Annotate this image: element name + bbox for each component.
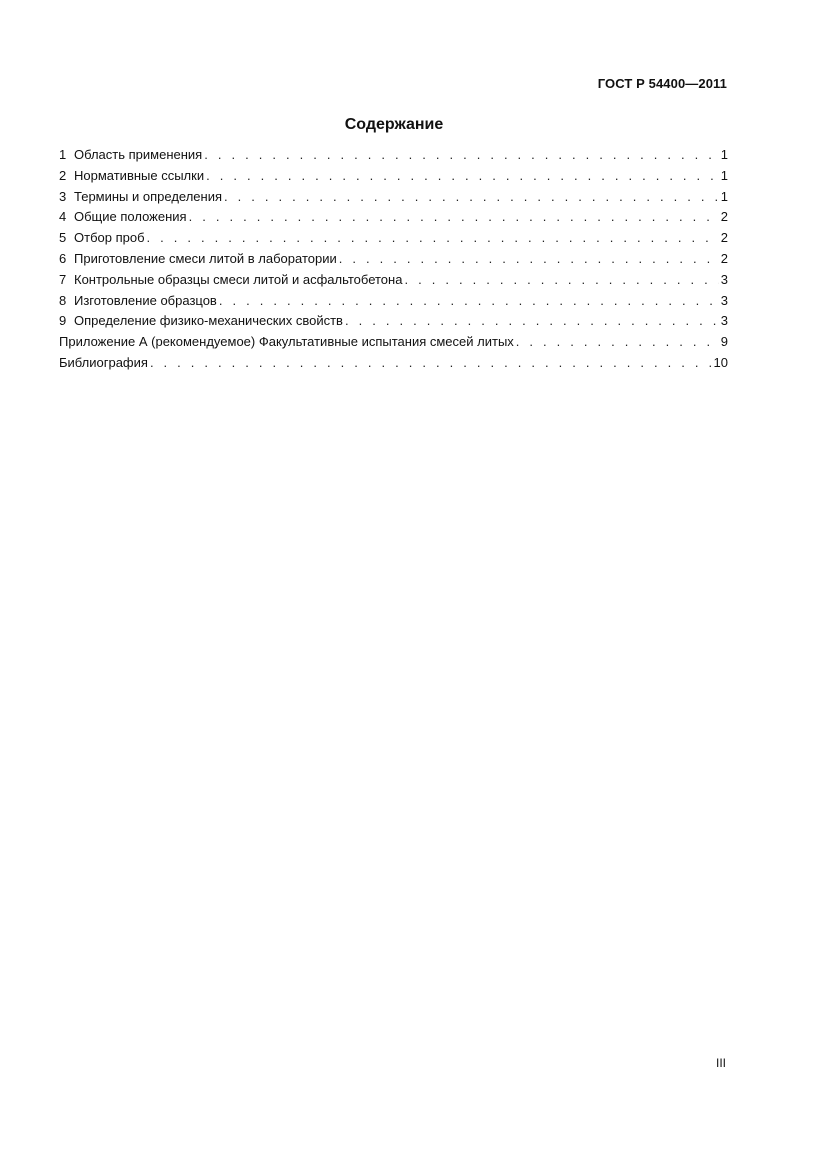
toc-entry[interactable] bbox=[59, 209, 728, 230]
toc-dot-leader bbox=[189, 209, 719, 224]
toc-entry-page: 2 bbox=[720, 209, 728, 225]
toc-entry[interactable] bbox=[59, 147, 728, 168]
toc-dot-leader bbox=[339, 251, 719, 266]
toc-entry-number: 9 bbox=[59, 313, 67, 329]
toc-dot-leader bbox=[204, 147, 719, 162]
toc-entry-number: 3 bbox=[59, 188, 67, 204]
toc-entry[interactable] bbox=[59, 251, 728, 272]
toc-entry-page: 2 bbox=[720, 250, 728, 266]
toc-entry-page: 3 bbox=[720, 271, 728, 287]
toc-entry-label: Нормативные ссылки bbox=[74, 167, 205, 183]
toc-dot-leader bbox=[206, 168, 719, 183]
toc-entry-label: Контрольные образцы смеси литой и асфальтобетона bbox=[74, 271, 403, 287]
toc-entry[interactable] bbox=[59, 293, 728, 314]
toc-entry-label: Термины и определения bbox=[74, 188, 223, 204]
toc-dot-leader bbox=[150, 355, 712, 370]
toc-entry-page: 10 bbox=[713, 354, 728, 370]
toc-entry-number: 8 bbox=[59, 292, 67, 308]
toc-entry[interactable] bbox=[59, 168, 728, 189]
toc-entry-page: 3 bbox=[720, 313, 728, 329]
toc-entry-number: 6 bbox=[59, 250, 67, 266]
page-number: III bbox=[715, 1056, 726, 1070]
toc-entry-label: Изготовление образцов bbox=[74, 292, 217, 308]
toc-entry-label: Приложение А (рекомендуемое) Факультативные испытания смесей литых bbox=[59, 334, 514, 350]
toc-entry-bibliography[interactable] bbox=[59, 355, 728, 376]
toc-entry-page: 3 bbox=[720, 292, 728, 308]
toc-entry[interactable] bbox=[59, 313, 728, 334]
toc-dot-leader bbox=[219, 293, 719, 308]
toc-entry-label: Область применения bbox=[74, 147, 203, 162]
toc-entry-page: 1 bbox=[720, 147, 728, 162]
toc-entry-number: 7 bbox=[59, 271, 67, 287]
table-of-contents bbox=[59, 147, 728, 376]
toc-entry-page: 2 bbox=[720, 230, 728, 246]
toc-entry-page: 1 bbox=[720, 188, 728, 204]
toc-title: Содержание bbox=[344, 116, 444, 133]
toc-dot-leader bbox=[147, 230, 719, 245]
toc-entry-number: 1 bbox=[59, 147, 67, 162]
toc-entry-number: 5 bbox=[59, 230, 67, 246]
toc-entry-label: Общие положения bbox=[74, 209, 187, 225]
toc-entry-page: 9 bbox=[720, 334, 728, 350]
toc-dot-leader bbox=[516, 334, 719, 349]
toc-dot-leader bbox=[224, 189, 719, 204]
toc-entry-appendix[interactable] bbox=[59, 334, 728, 355]
toc-entry-number: 2 bbox=[59, 167, 67, 183]
toc-entry-number: 4 bbox=[59, 209, 67, 225]
toc-entry-label: Библиография bbox=[59, 354, 148, 370]
toc-entry-page: 1 bbox=[720, 167, 728, 183]
toc-dot-leader bbox=[345, 313, 719, 328]
document-code: ГОСТ Р 54400—2011 bbox=[597, 76, 727, 91]
toc-entry-label: Приготовление смеси литой в лаборатории bbox=[74, 250, 337, 266]
toc-entry-label: Определение физико-механических свойств bbox=[74, 313, 343, 329]
toc-entry[interactable] bbox=[59, 272, 728, 293]
toc-entry[interactable] bbox=[59, 230, 728, 251]
toc-entry-label: Отбор проб bbox=[74, 230, 145, 246]
toc-entry[interactable] bbox=[59, 189, 728, 210]
toc-dot-leader bbox=[404, 272, 718, 287]
